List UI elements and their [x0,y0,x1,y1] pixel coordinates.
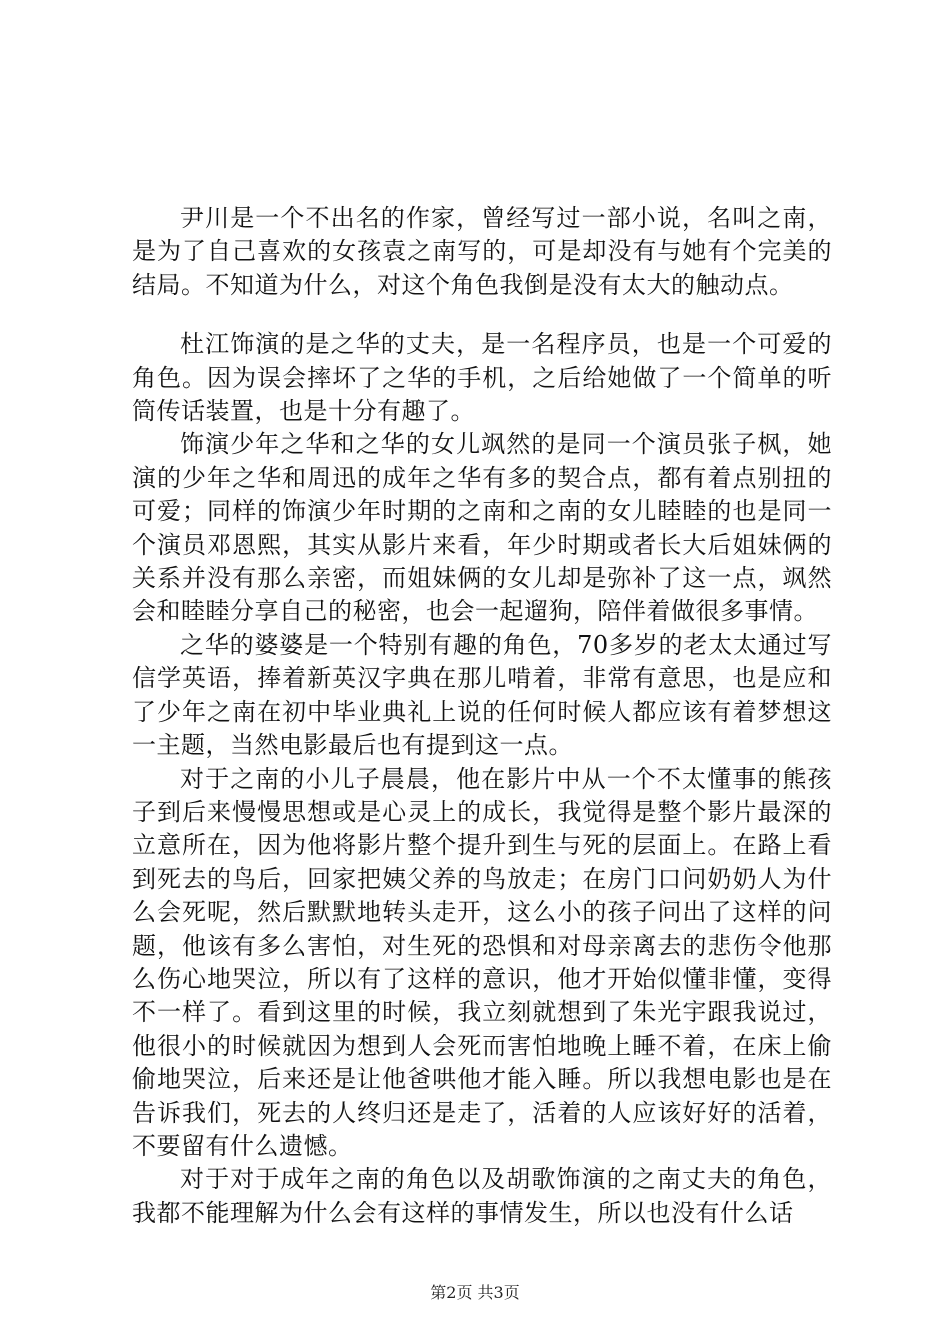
paragraph-yinchuan: 尹川是一个不出名的作家，曾经写过一部小说，名叫之南，是为了自己喜欢的女孩袁之南写的，可是却没有与她有个完美的结局。不知道为什么，对这个角色我倒是没有太大的触动点。 [132,204,832,299]
paragraph-gap [132,302,832,328]
paragraph-chenchen: 对于之南的小儿子晨晨，他在影片中从一个不太懂事的熊孩子到后来慢慢思想或是心灵上的成长，我觉得是整个影片最深的立意所在，因为他将影片整个提升到生与死的层面上。在路上看到死去的鸟后，回家把姨父养的鸟放走；在房门口问奶奶人为什么会死呢，然后默默地转头走开，这么小的孩子问出了这样的问题，他该有多么害怕，对生死的恐惧和对母亲离去的悲伤令他那么伤心地哭泣，所以有了这样的意识，他才开始似懂非懂，变得不一样了。看到这里的时候，我立刻就想到了朱光宇跟我说过，他很小的时候就因为想到人会死而害怕地晚上睡不着，在床上偷偷地哭泣，后来还是让他爸哄他才能入睡。所以我想电影也是在告诉我们，死去的人终归还是走了，活着的人应该好好的活着，不要留有什么遗憾。 [132,764,832,1160]
paragraph-adult-zhinan: 对于对于成年之南的角色以及胡歌饰演的之南丈夫的角色，我都不能理解为什么会有这样的事情发生，所以也没有什么话 [132,1165,832,1227]
page-footer: 第2页 共3页 [430,1283,520,1302]
paragraph-zhangzifeng: 饰演少年之华和之华的女儿飒然的是同一个演员张子枫，她演的少年之华和周迅的成年之华有多的契合点，都有着点别扭的可爱；同样的饰演少年时期的之南和之南的女儿睦睦的也是同一个演员邓恩熙，其实从影片来看，年少时期或者长大后姐妹俩的关系并没有那么亲密，而姐妹俩的女儿却是弥补了这一点，飒然会和睦睦分享自己的秘密，也会一起遛狗，陪伴着做很多事情。 [132,430,832,626]
paragraph-grandmother: 之华的婆婆是一个特别有趣的角色，70多岁的老太太通过写信学英语，捧着新英汉字典在那儿啃着，非常有意思，也是应和了少年之南在初中毕业典礼上说的任何时候人都应该有着梦想这一主题，当然电影最后也有提到这一点。 [132,630,832,760]
paragraph-dujiang: 杜江饰演的是之华的丈夫，是一名程序员，也是一个可爱的角色。因为误会摔坏了之华的手机，之后给她做了一个简单的听筒传话装置，也是十分有趣了。 [132,330,832,426]
document-body [132,202,832,1230]
